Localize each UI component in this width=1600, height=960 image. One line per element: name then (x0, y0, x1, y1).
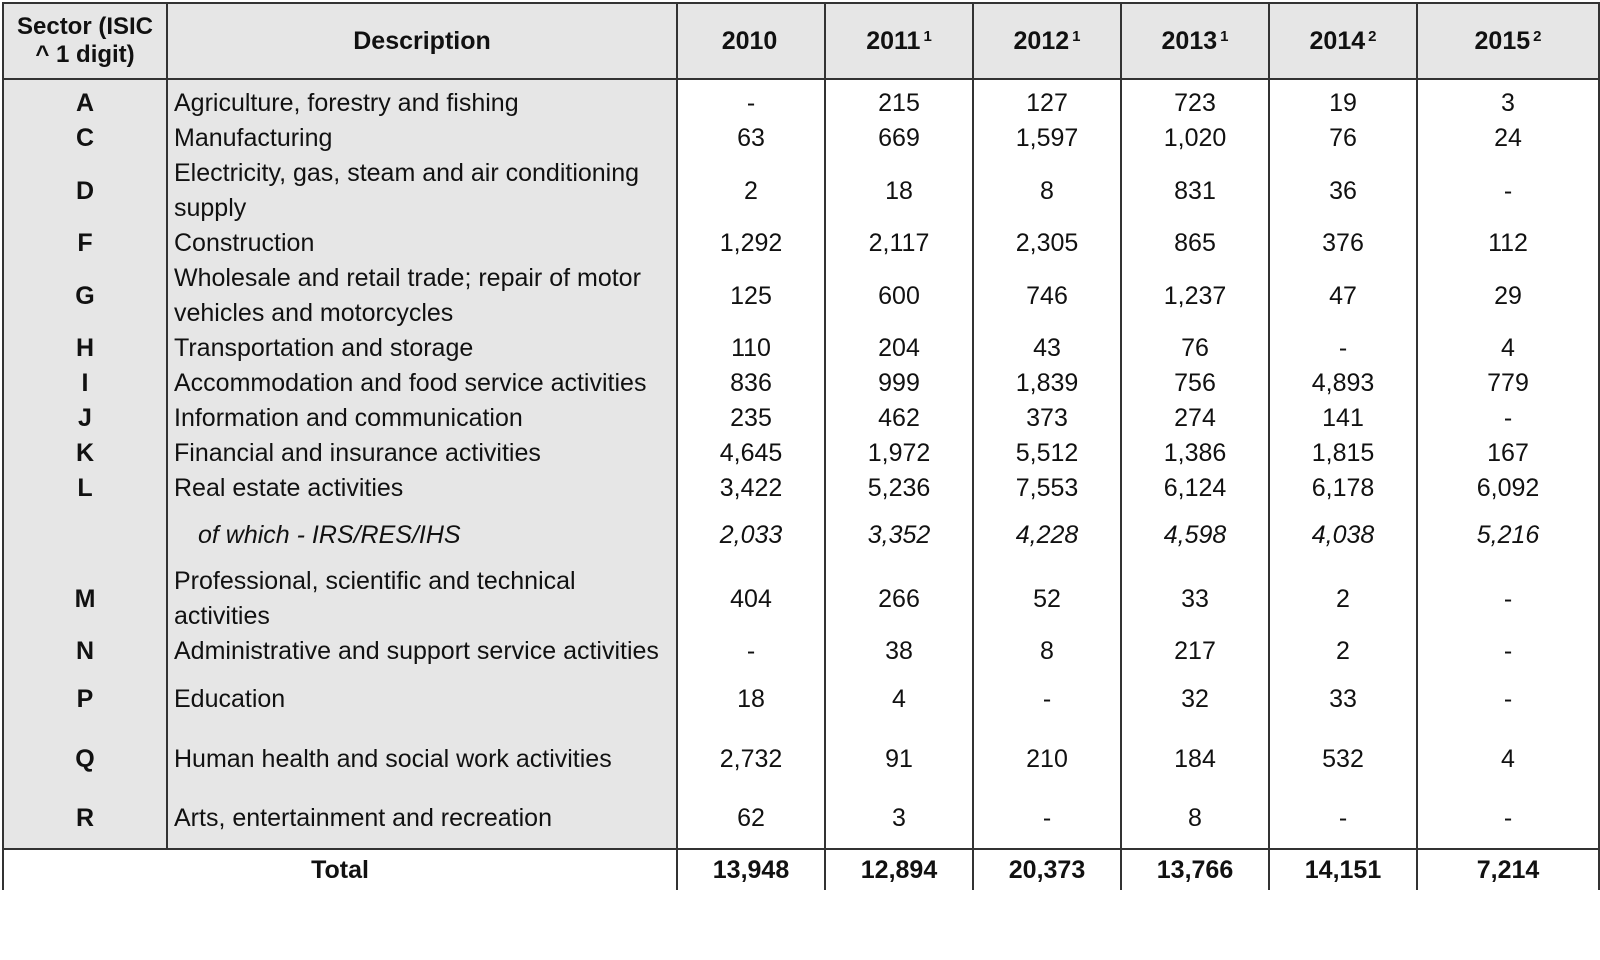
value-2015: 167 (1417, 436, 1599, 471)
value-2010: 2 (677, 156, 825, 226)
value-2011: 600 (825, 261, 973, 331)
value-2015: 4 (1417, 331, 1599, 366)
value-2013: 831 (1121, 156, 1269, 226)
value-2012: 52 (973, 564, 1121, 634)
value-2012: 210 (973, 729, 1121, 789)
sector-description: Wholesale and retail trade; repair of motor vehicles and motorcycles (167, 261, 677, 331)
year-header-2012: 2012 $^1$ (973, 3, 1121, 79)
table-row (3, 729, 1599, 789)
value-2015: 6,092 (1417, 471, 1599, 506)
table-row (3, 86, 1599, 121)
sector-code: H (3, 331, 167, 366)
value-2011: 266 (825, 564, 973, 634)
total-2015: 7,214 (1417, 849, 1599, 890)
value-2013: 32 (1121, 669, 1269, 729)
table-row (3, 226, 1599, 261)
sector-header-line2: ^ 1 digit) (35, 41, 135, 68)
value-2015: 112 (1417, 226, 1599, 261)
sector-description: Agriculture, forestry and fishing (167, 86, 677, 121)
value-2010: 235 (677, 401, 825, 436)
value-2014: 47 (1269, 261, 1417, 331)
value-2013: 76 (1121, 331, 1269, 366)
sector-description: Information and communication (167, 401, 677, 436)
value-2012: 43 (973, 331, 1121, 366)
sector-description: Financial and insurance activities (167, 436, 677, 471)
value-2011: 669 (825, 121, 973, 156)
sector-code: R (3, 789, 167, 849)
value-2015: - (1417, 634, 1599, 669)
value-2015: - (1417, 401, 1599, 436)
table-row (3, 331, 1599, 366)
value-2014: 76 (1269, 121, 1417, 156)
value-2013: 274 (1121, 401, 1269, 436)
sector-code: L (3, 471, 167, 506)
total-2014: 14,151 (1269, 849, 1417, 890)
table-row (3, 789, 1599, 849)
table-row (3, 436, 1599, 471)
value-2012: - (973, 669, 1121, 729)
sector-code (3, 506, 167, 564)
value-2011: 3 (825, 789, 973, 849)
value-2014: - (1269, 789, 1417, 849)
value-2014: 2 (1269, 634, 1417, 669)
value-2015: - (1417, 669, 1599, 729)
sector-description: Construction (167, 226, 677, 261)
value-2013: 184 (1121, 729, 1269, 789)
value-2010: 404 (677, 564, 825, 634)
value-2014: 1,815 (1269, 436, 1417, 471)
value-2015: 24 (1417, 121, 1599, 156)
value-2015: - (1417, 156, 1599, 226)
total-2011: 12,894 (825, 849, 973, 890)
year-header-2013: 2013 $^1$ (1121, 3, 1269, 79)
value-2012: 8 (973, 634, 1121, 669)
value-2010: 4,645 (677, 436, 825, 471)
value-2011: 3,352 (825, 506, 973, 564)
description-header: Description (167, 3, 677, 79)
value-2011: 215 (825, 86, 973, 121)
value-2011: 204 (825, 331, 973, 366)
table-row (3, 156, 1599, 226)
value-2011: 5,236 (825, 471, 973, 506)
value-2015: 3 (1417, 86, 1599, 121)
year-header-2014: 2014 $^2$ (1269, 3, 1417, 79)
header-row (3, 3, 1599, 79)
total-2010: 13,948 (677, 849, 825, 890)
sector-description: Human health and social work activities (167, 729, 677, 789)
value-2014: 33 (1269, 669, 1417, 729)
sector-code: N (3, 634, 167, 669)
value-2014: 376 (1269, 226, 1417, 261)
sector-code: F (3, 226, 167, 261)
value-2014: 4,893 (1269, 366, 1417, 401)
table-row (3, 634, 1599, 669)
value-2014: 4,038 (1269, 506, 1417, 564)
sector-code: M (3, 564, 167, 634)
year-header-2015: 2015 $^2$ (1417, 3, 1599, 79)
year-header-2010: 2010 (677, 3, 825, 79)
value-2010: 3,422 (677, 471, 825, 506)
sector-code: A (3, 86, 167, 121)
sector-table (2, 2, 1600, 890)
value-2010: 63 (677, 121, 825, 156)
sector-header (3, 3, 167, 79)
value-2015: 779 (1417, 366, 1599, 401)
sector-code: C (3, 121, 167, 156)
value-2013: 4,598 (1121, 506, 1269, 564)
sector-header-line1: Sector (ISIC (16, 13, 154, 40)
value-2010: - (677, 634, 825, 669)
value-2015: 5,216 (1417, 506, 1599, 564)
table-row (3, 261, 1599, 331)
total-label: Total (3, 849, 677, 890)
value-2012: 5,512 (973, 436, 1121, 471)
value-2012: 1,597 (973, 121, 1121, 156)
value-2012: 127 (973, 86, 1121, 121)
value-2013: 756 (1121, 366, 1269, 401)
value-2012: 373 (973, 401, 1121, 436)
value-2010: 2,732 (677, 729, 825, 789)
sector-code: I (3, 366, 167, 401)
value-2011: 2,117 (825, 226, 973, 261)
value-2011: 38 (825, 634, 973, 669)
spacer-row (3, 79, 1599, 86)
value-2014: 532 (1269, 729, 1417, 789)
table-row (3, 564, 1599, 634)
sector-description: Accommodation and food service activities (167, 366, 677, 401)
value-2013: 1,237 (1121, 261, 1269, 331)
value-2012: 4,228 (973, 506, 1121, 564)
value-2015: - (1417, 564, 1599, 634)
value-2013: 723 (1121, 86, 1269, 121)
value-2015: - (1417, 789, 1599, 849)
value-2013: 217 (1121, 634, 1269, 669)
value-2010: 125 (677, 261, 825, 331)
value-2013: 8 (1121, 789, 1269, 849)
value-2015: 29 (1417, 261, 1599, 331)
value-2010: 2,033 (677, 506, 825, 564)
value-2010: 836 (677, 366, 825, 401)
value-2014: - (1269, 331, 1417, 366)
value-2014: 141 (1269, 401, 1417, 436)
value-2012: 2,305 (973, 226, 1121, 261)
sector-description: Manufacturing (167, 121, 677, 156)
sector-description: Transportation and storage (167, 331, 677, 366)
value-2013: 1,020 (1121, 121, 1269, 156)
value-2012: 1,839 (973, 366, 1121, 401)
value-2012: 7,553 (973, 471, 1121, 506)
value-2011: 18 (825, 156, 973, 226)
value-2013: 865 (1121, 226, 1269, 261)
sector-description: Arts, entertainment and recreation (167, 789, 677, 849)
value-2011: 91 (825, 729, 973, 789)
sector-description: of which - IRS/RES/IHS (167, 506, 677, 564)
value-2010: - (677, 86, 825, 121)
table-row (3, 366, 1599, 401)
sector-description: Education (167, 669, 677, 729)
sector-code: K (3, 436, 167, 471)
sector-description: Real estate activities (167, 471, 677, 506)
table-row-subtotal (3, 506, 1599, 564)
sector-code: G (3, 261, 167, 331)
value-2010: 18 (677, 669, 825, 729)
sector-code: P (3, 669, 167, 729)
value-2012: - (973, 789, 1121, 849)
table-row (3, 121, 1599, 156)
value-2011: 4 (825, 669, 973, 729)
value-2010: 1,292 (677, 226, 825, 261)
value-2012: 746 (973, 261, 1121, 331)
value-2012: 8 (973, 156, 1121, 226)
year-header-2011: 2011 $^1$ (825, 3, 973, 79)
value-2011: 462 (825, 401, 973, 436)
value-2011: 999 (825, 366, 973, 401)
sector-description: Professional, scientific and technical activities (167, 564, 677, 634)
value-2013: 1,386 (1121, 436, 1269, 471)
sector-code: J (3, 401, 167, 436)
value-2015: 4 (1417, 729, 1599, 789)
value-2014: 19 (1269, 86, 1417, 121)
value-2010: 110 (677, 331, 825, 366)
sector-description: Electricity, gas, steam and air conditioning supply (167, 156, 677, 226)
value-2013: 33 (1121, 564, 1269, 634)
total-2012: 20,373 (973, 849, 1121, 890)
value-2013: 6,124 (1121, 471, 1269, 506)
total-row (3, 849, 1599, 890)
table-row (3, 669, 1599, 729)
value-2014: 6,178 (1269, 471, 1417, 506)
value-2014: 2 (1269, 564, 1417, 634)
value-2011: 1,972 (825, 436, 973, 471)
sector-description: Administrative and support service activities (167, 634, 677, 669)
table-row (3, 471, 1599, 506)
table-row (3, 401, 1599, 436)
value-2014: 36 (1269, 156, 1417, 226)
sector-code: D (3, 156, 167, 226)
sector-code: Q (3, 729, 167, 789)
value-2010: 62 (677, 789, 825, 849)
total-2013: 13,766 (1121, 849, 1269, 890)
